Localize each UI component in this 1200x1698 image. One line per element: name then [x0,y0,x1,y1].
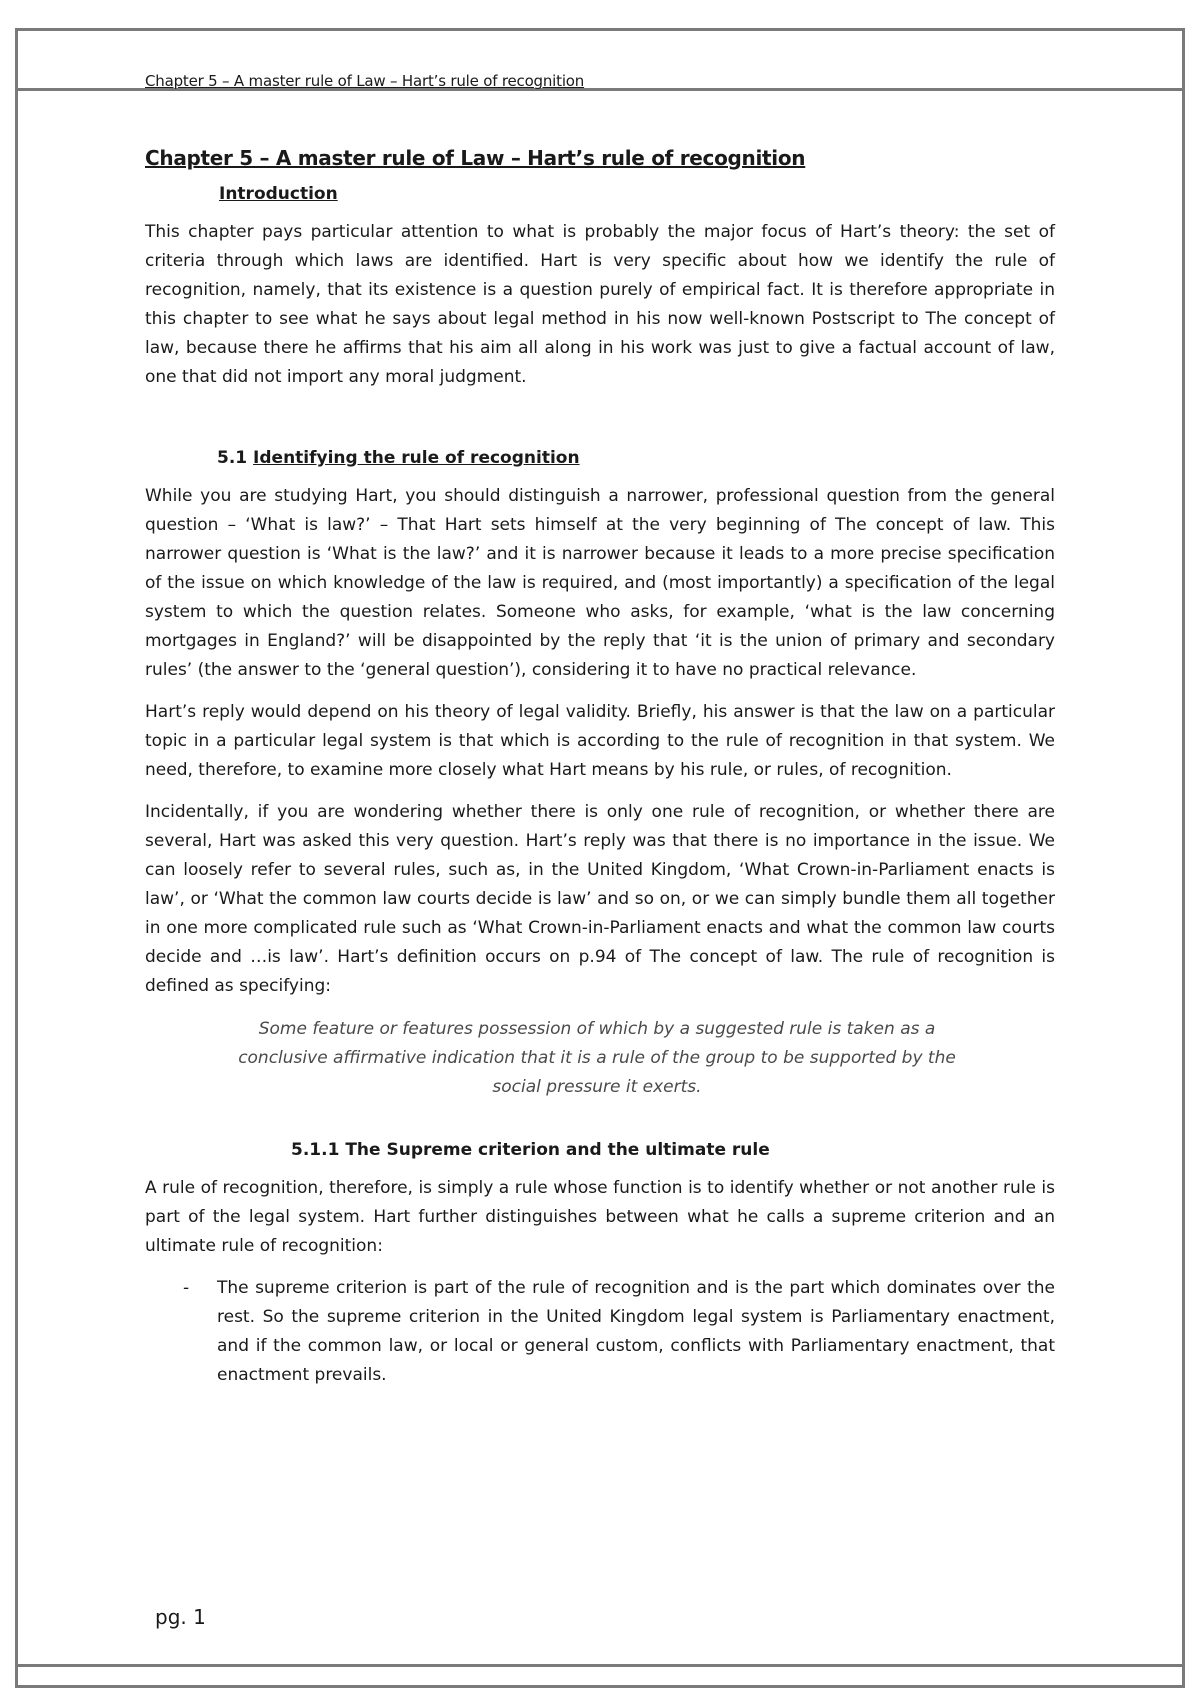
block-quote: Some feature or features possession of which by a suggested rule is taken as a conclusive affirmative indication that it is a rule of the group to be supported by the social pressure it exerts. [238,1019,956,1097]
bullet-marker: - [183,1278,190,1298]
section-title: Identifying the rule of recognition [253,448,580,468]
introduction-heading: Introduction [219,184,338,204]
chapter-title: Chapter 5 – A master rule of Law – Hart’s rule of recognition [145,146,806,170]
document-body [145,146,1055,1390]
paragraph: While you are studying Hart, you should distinguish a narrower, professional question from the general question – ‘What is law?’ – That Hart sets himself at the very beginning of The concept of law. This narrower question is ‘What is the law?’ and it is narrower because it leads to a more precise specification of the issue on which knowledge of the law is required, and (most importantly) a specification of the legal system to which the question relates. Someone who asks, for example, ‘what is the law concerning mortgages in England?’ will be disappointed by the reply that ‘it is the union of primary and secondary rules’ (the answer to the ‘general question’), considering it to have no practical relevance. [145,486,1055,680]
footer-divider [15,1664,1185,1667]
page-number: pg. 1 [155,1605,206,1629]
section-number: 5.1 [217,448,254,468]
section-5-1-1-heading: 5.1.1 The Supreme criterion and the ultimate rule [291,1140,770,1160]
running-header: Chapter 5 – A master rule of Law – Hart’s rule of recognition [145,72,585,90]
section-5-1-heading [217,448,1055,468]
bullet-text: The supreme criterion is part of the rule of recognition and is the part which dominates over the rest. So the supreme criterion in the United Kingdom legal system is Parliamentary enactment, and if the common law, or local or general custom, conflicts with Parliamentary enactment, that enactment prevails. [217,1278,1055,1385]
paragraph: A rule of recognition, therefore, is simply a rule whose function is to identify whether or not another rule is part of the legal system. Hart further distinguishes between what he calls a supreme criterion and an ultimate rule of recognition: [145,1178,1055,1256]
intro-paragraph: This chapter pays particular attention to what is probably the major focus of Hart’s theory: the set of criteria through which laws are identified. Hart is very specific about how we identify the rule of recognition, namely, that its existence is a question purely of empirical fact. It is therefore appropriate in this chapter to see what he says about legal method in his now well-known Postscript to The concept of law, because there he affirms that his aim all along in his work was just to give a factual account of law, one that did not import any moral judgment. [145,222,1055,387]
paragraph: Hart’s reply would depend on his theory of legal validity. Briefly, his answer is that the law on a particular topic in a particular legal system is that which is according to the rule of recognition in that system. We need, therefore, to examine more closely what Hart means by his rule, or rules, of recognition. [145,702,1055,780]
paragraph: Incidentally, if you are wondering whether there is only one rule of recognition, or whether there are several, Hart was asked this very question. Hart’s reply was that there is no importance in the issue. We can loosely refer to several rules, such as, in the United Kingdom, ‘What Crown-in-Parliament enacts is law’, or ‘What the common law courts decide is law’ and so on, or we can simply bundle them all together in one more complicated rule such as ‘What Crown-in-Parliament enacts and what the common law courts decide and …is law’. Hart’s definition occurs on p.94 of The concept of law. The rule of recognition is defined as specifying: [145,802,1055,996]
bullet-item [145,1274,1055,1390]
